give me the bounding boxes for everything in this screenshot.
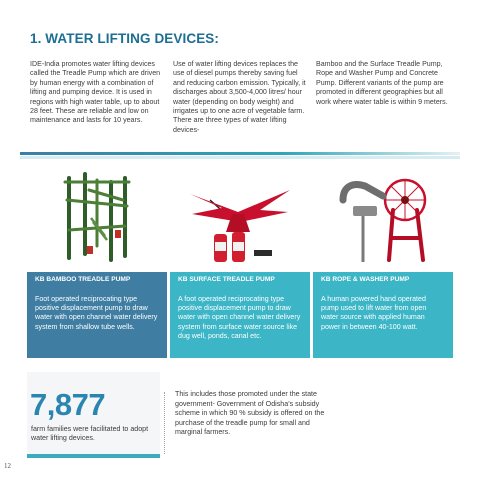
intro-paragraph-3: Bamboo and the Surface Treadle Pump, Rope and Washer Pump and Concrete Pump. Different variants of the pump are promoted in different geographies but all work where water table is within 9 meters. [316,60,448,106]
card-title-rope-washer-pump: KB ROPE & WASHER PUMP [313,272,453,288]
page-title: 1. WATER LIFTING DEVICES: [30,31,220,46]
page-number: 12 [4,462,11,470]
bamboo-treadle-pump-image [27,160,167,270]
stat-accent-bar [27,454,160,458]
decorative-band [20,152,460,155]
card-title-bamboo-treadle-pump: KB BAMBOO TREADLE PUMP [27,272,167,288]
stat-caption: farm families were facilitated to adopt water lifting devices. [31,425,149,443]
stat-number: 7,877 [30,387,106,422]
card-description-surface-treadle-pump: A foot operated reciprocating type positive displacement pump to draw water with open channel water delivery system from surface water source like dug well, ponds, canal etc. [170,288,310,358]
card-description-bamboo-treadle-pump: Foot operated reciprocating type positive displacement pump to draw water with open channel water delivery system from shallow tube wells. [27,288,167,358]
surface-treadle-pump-image [170,160,310,270]
decorative-band-light [20,156,460,159]
intro-paragraph-1: IDE-India promotes water lifting devices called the Treadle Pump which are driven by human energy with a combination of lifting and pumping device. It is used in regions with high water table, up to about 28 feet. These are reliable and low on maintenance and lasts for 10 years. [30,60,161,125]
rope-washer-pump-image [313,160,453,270]
card-title-surface-treadle-pump: KB SURFACE TREADLE PUMP [170,272,310,288]
subsidy-note: This includes those promoted under the state government- Government of Odisha’s subsidy scheme in which 90 % subsidy is offered on the purchase of the treadle pump for small and marginal farmers. [175,390,325,437]
card-description-rope-washer-pump: A human powered hand operated pump used to lift water from open water source with applied human power in between 40-100 watt. [313,288,453,358]
intro-paragraph-2: Use of water lifting devices replaces the use of diesel pumps thereby saving fuel and reducing carbon emission. Typically, it discharges about 3,500-4,000 litres/ hour water (depending on body weight) and irrigates up to one acre of vegetable farm. There are three types of water lifting devices- [173,60,306,134]
dotted-divider [164,392,165,454]
